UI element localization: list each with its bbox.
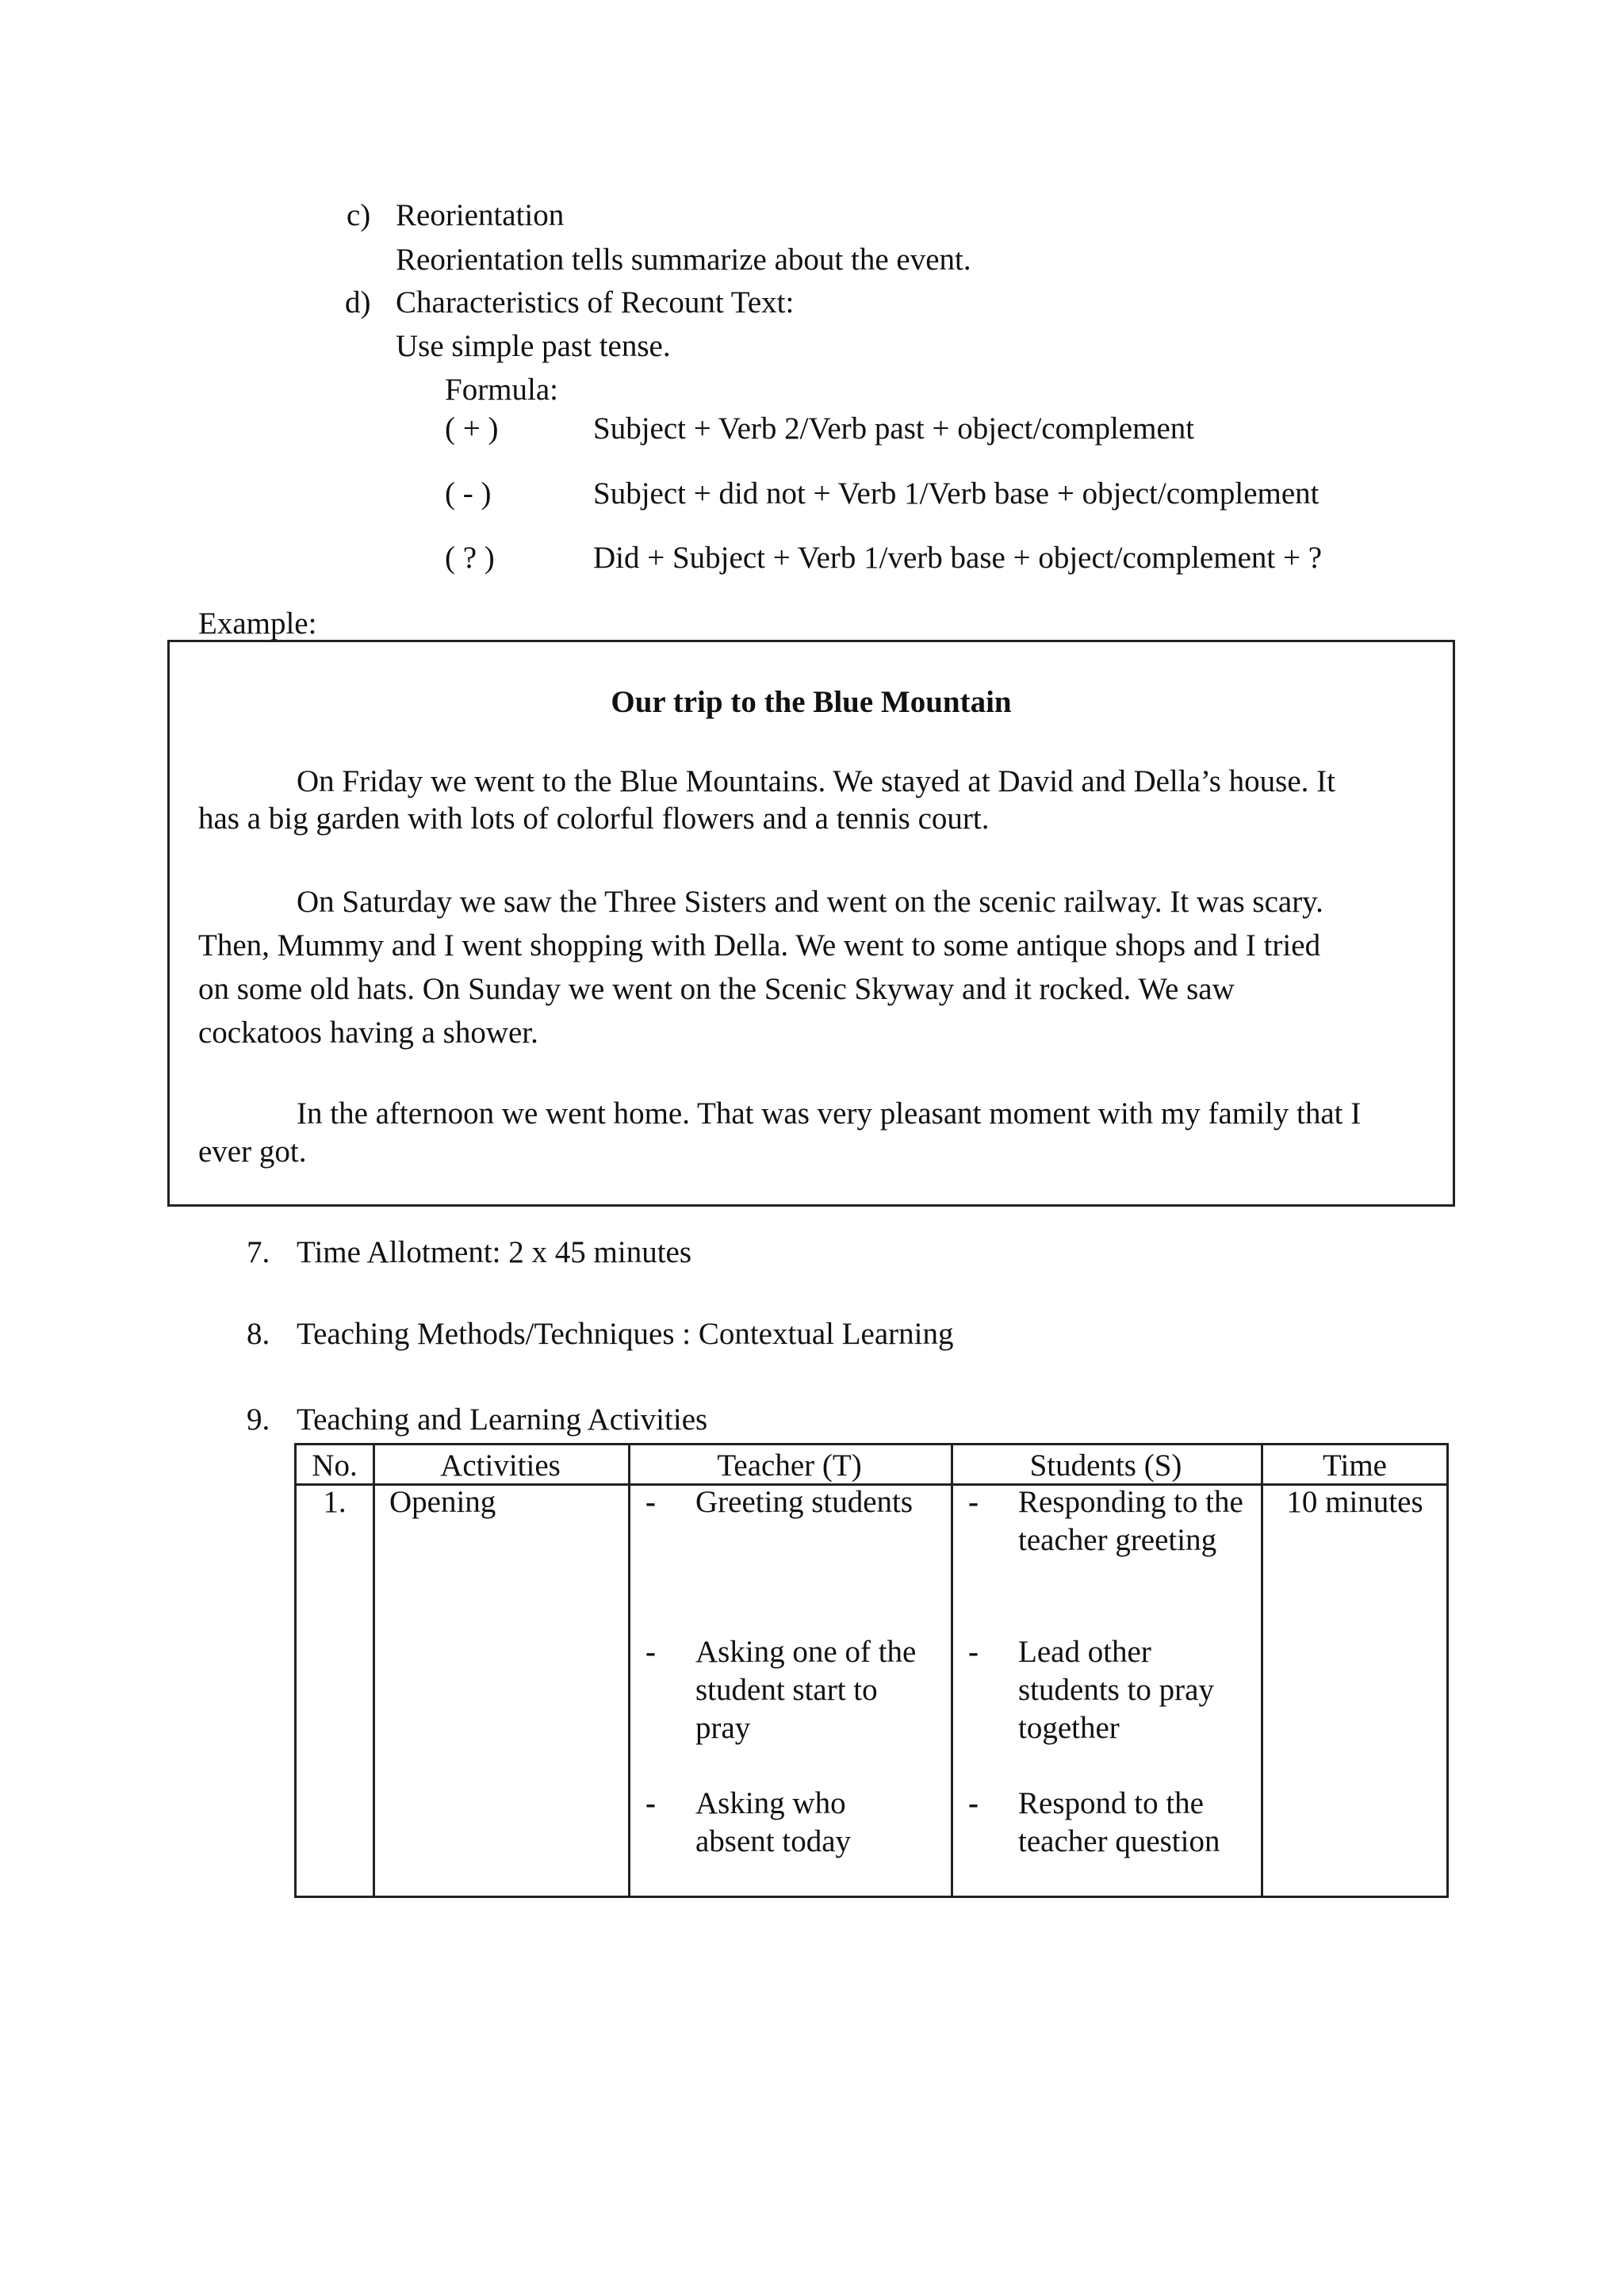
table-header-teacher: Teacher (T) [717,1448,862,1483]
table-cell-activity: Opening [389,1485,496,1519]
teacher-activity: Asking who absent today [695,1786,852,1858]
table-column-divider [373,1445,375,1896]
activities-table [294,1443,1449,1898]
story-line: on some old hats. On Sunday we went on the Scenic Skyway and it rocked. We saw [198,972,1235,1006]
table-column-divider [951,1445,953,1896]
item-7-number: 7. [247,1235,270,1269]
story-line: On Saturday we saw the Three Sisters and went on the scenic railway. It was scary. [297,885,1323,919]
item-8-number: 8. [247,1317,270,1351]
story-line: On Friday we went to the Blue Mountains. We stayed at David and Della’s house. It [297,764,1335,798]
item-8-text: Teaching Methods/Techniques : Contextual Learning [297,1317,954,1351]
teacher-activity: Asking one of the student start to pray [695,1635,917,1745]
students-activity: Respond to the teacher question [1018,1786,1220,1858]
table-column-divider [628,1445,630,1896]
table-cell-time: 10 minutes [1286,1485,1423,1519]
teacher-bullet: - [645,1786,656,1820]
section-d-marker: d) [345,285,371,320]
item-9-number: 9. [247,1402,270,1437]
section-c-title: Reorientation [396,198,565,232]
table-header-students: Students (S) [1029,1448,1182,1483]
teacher-activity: Greeting students [695,1485,914,1519]
story-line: cockatoos having a shower. [198,1016,538,1050]
story-line: Then, Mummy and I went shopping with Della. We went to some antique shops and I tried [198,928,1321,962]
formula-sign-question: ( ? ) [445,541,495,575]
item-9-text: Teaching and Learning Activities [297,1402,708,1437]
formula-text-positive: Subject + Verb 2/Verb past + object/complement [593,411,1195,446]
students-bullet: - [968,1786,979,1820]
story-line: has a big garden with lots of colorful flowers and a tennis court. [198,802,990,836]
section-d-title: Characteristics of Recount Text: [396,285,795,320]
item-7-text: Time Allotment: 2 x 45 minutes [297,1235,692,1269]
formula-text-question: Did + Subject + Verb 1/verb base + object/complement + ? [593,541,1323,575]
story-line: In the afternoon we went home. That was very pleasant moment with my family that I [297,1096,1362,1131]
formula-label: Formula: [445,373,558,407]
teacher-bullet: - [645,1635,656,1669]
table-header-time: Time [1323,1448,1387,1483]
story-title: Our trip to the Blue Mountain [611,685,1012,719]
section-c-marker: c) [347,198,371,232]
students-bullet: - [968,1485,979,1519]
section-c-body: Reorientation tells summarize about the event. [396,243,971,277]
table-cell-no: 1. [323,1485,347,1519]
story-line: ever got. [198,1135,307,1169]
example-label: Example: [198,607,317,641]
table-header-no: No. [312,1448,358,1483]
table-header-activities: Activities [440,1448,561,1483]
teacher-bullet: - [645,1485,656,1519]
students-bullet: - [968,1635,979,1669]
formula-text-negative: Subject + did not + Verb 1/Verb base + object/complement [593,476,1320,511]
students-activity: Responding to the teacher greeting [1018,1485,1243,1557]
section-d-body: Use simple past tense. [396,329,671,363]
formula-sign-positive: ( + ) [445,411,499,446]
formula-sign-negative: ( - ) [445,476,492,511]
students-activity: Lead other students to pray together [1018,1635,1214,1745]
example-story-box [167,640,1455,1207]
